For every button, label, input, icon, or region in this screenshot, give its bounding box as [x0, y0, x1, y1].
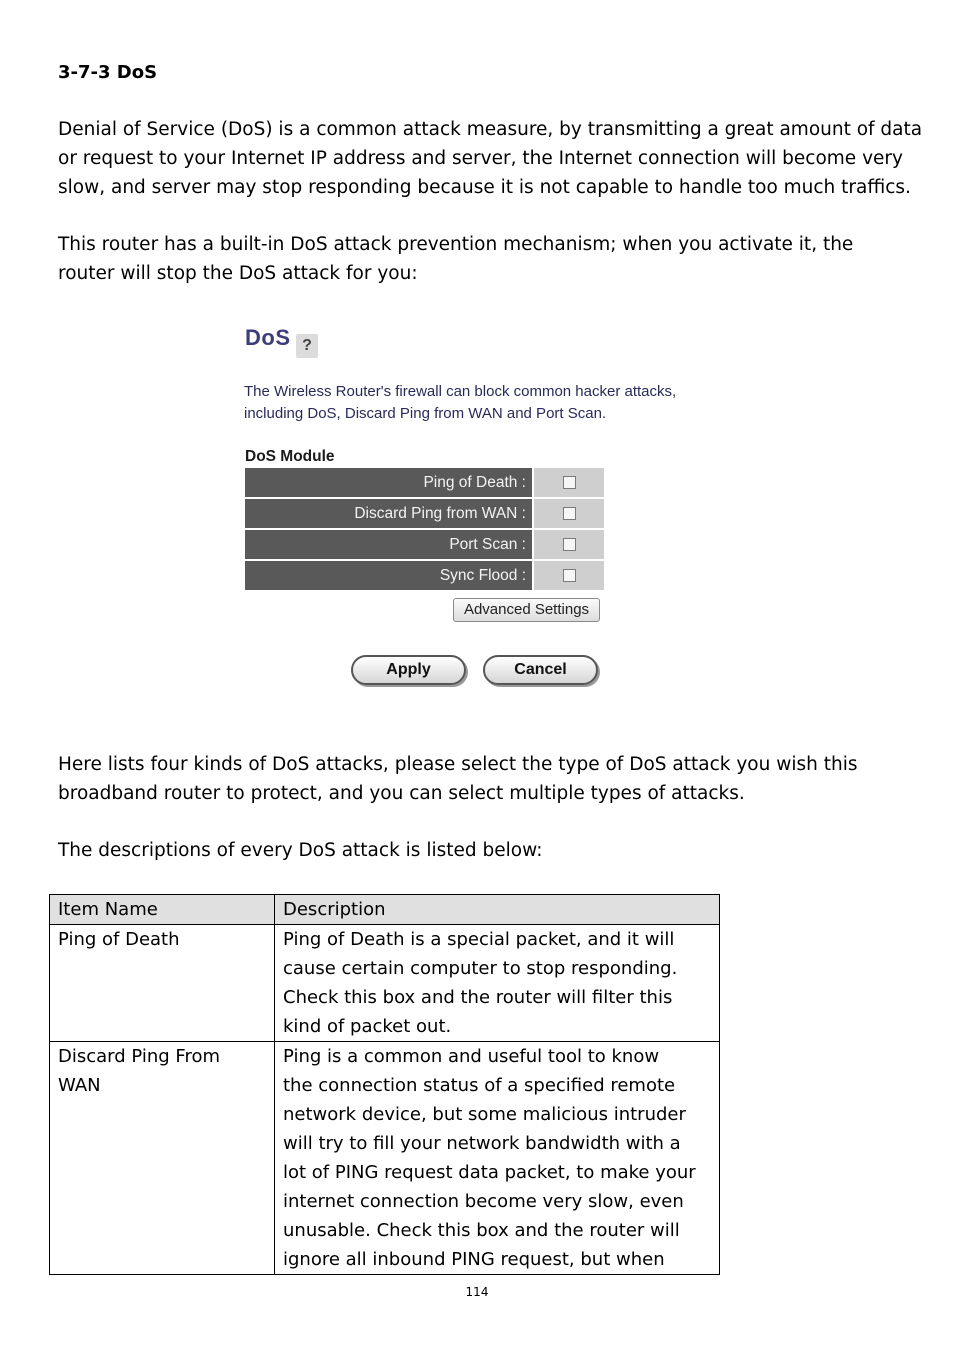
- description-cell: [275, 1042, 720, 1275]
- text-line: This router has a built-in DoS attack prevention mechanism; when you activate it, the: [58, 234, 854, 255]
- text-line: network device, but some malicious intruder: [283, 1104, 686, 1125]
- text-line: cause certain computer to stop responding.: [283, 958, 678, 979]
- advanced-settings-button[interactable]: Advanced Settings: [453, 598, 600, 622]
- ping-of-death-checkbox[interactable]: [563, 476, 576, 489]
- text-line: lot of PING request data packet, to make your: [283, 1162, 696, 1183]
- option-row-port-scan: [245, 530, 604, 561]
- table-row: [50, 1042, 720, 1275]
- text-line: The Wireless Router's firewall can block common hacker attacks,: [244, 383, 677, 400]
- option-label: Port Scan :: [245, 530, 532, 561]
- header-item-name: Item Name: [50, 895, 275, 925]
- cancel-button[interactable]: Cancel: [483, 655, 598, 685]
- text-line: the connection status of a specified remote: [283, 1075, 676, 1096]
- apply-button[interactable]: Apply: [351, 655, 466, 685]
- text-line: Denial of Service (DoS) is a common attack measure, by transmitting a great amount of data: [58, 119, 923, 140]
- text-line: internet connection become very slow, even: [283, 1191, 684, 1212]
- help-icon[interactable]: ?: [296, 334, 318, 358]
- sync-flood-checkbox[interactable]: [563, 569, 576, 582]
- option-cell: [532, 499, 604, 530]
- text-line: WAN: [58, 1075, 101, 1096]
- text-line: Here lists four kinds of DoS attacks, please select the type of DoS attack you wish this: [58, 754, 858, 775]
- discard-ping-checkbox[interactable]: [563, 507, 576, 520]
- option-row-discard-ping: [245, 499, 604, 530]
- option-row-ping-of-death: [245, 468, 604, 499]
- text-line: broadband router to protect, and you can select multiple types of attacks.: [58, 783, 745, 804]
- text-line: kind of packet out.: [283, 1016, 452, 1037]
- text-line: will try to fill your network bandwidth with a: [283, 1133, 681, 1154]
- option-cell: [532, 468, 604, 499]
- item-name-cell: [50, 1042, 275, 1275]
- option-row-sync-flood: [245, 561, 604, 592]
- port-scan-checkbox[interactable]: [563, 538, 576, 551]
- text-line: including DoS, Discard Ping from WAN and Port Scan.: [244, 405, 607, 422]
- lists-paragraph: [58, 750, 918, 808]
- option-cell: [532, 561, 604, 592]
- option-label: Ping of Death :: [245, 468, 532, 499]
- text-line: Check this box and the router will filter this: [283, 987, 673, 1008]
- table-header-row: [50, 895, 720, 925]
- option-label: Sync Flood :: [245, 561, 532, 592]
- dos-page-title: DoS: [245, 325, 291, 350]
- text-line: Ping is a common and useful tool to know: [283, 1046, 660, 1067]
- text-line: ignore all inbound PING request, but when: [283, 1249, 665, 1270]
- text-line: or request to your Internet IP address and server, the Internet connection will become very: [58, 148, 903, 169]
- router-paragraph: [58, 230, 918, 288]
- description-cell: [275, 925, 720, 1042]
- text-line: Ping of Death is a special packet, and it will: [283, 929, 675, 950]
- option-label: Discard Ping from WAN :: [245, 499, 532, 530]
- table-row: [50, 925, 720, 1042]
- descriptions-intro: [58, 836, 918, 865]
- option-cell: [532, 530, 604, 561]
- dos-module-table: [245, 468, 604, 592]
- intro-paragraph: [58, 115, 923, 202]
- page-number: 114: [465, 1285, 489, 1299]
- description-table: [49, 894, 720, 1275]
- text-line: The descriptions of every DoS attack is listed below:: [58, 840, 543, 861]
- header-description: Description: [275, 895, 720, 925]
- item-name-cell: [50, 925, 275, 1042]
- dos-module-label: DoS Module: [245, 448, 335, 465]
- dos-description: [244, 381, 676, 425]
- text-line: router will stop the DoS attack for you:: [58, 263, 418, 284]
- text-line: slow, and server may stop responding because it is not capable to handle too much traffics.: [58, 177, 911, 198]
- text-line: unusable. Check this box and the router will: [283, 1220, 680, 1241]
- text-line: Discard Ping From: [58, 1046, 221, 1067]
- section-heading: 3-7-3 DoS: [58, 62, 158, 83]
- text-line: Ping of Death: [58, 929, 180, 950]
